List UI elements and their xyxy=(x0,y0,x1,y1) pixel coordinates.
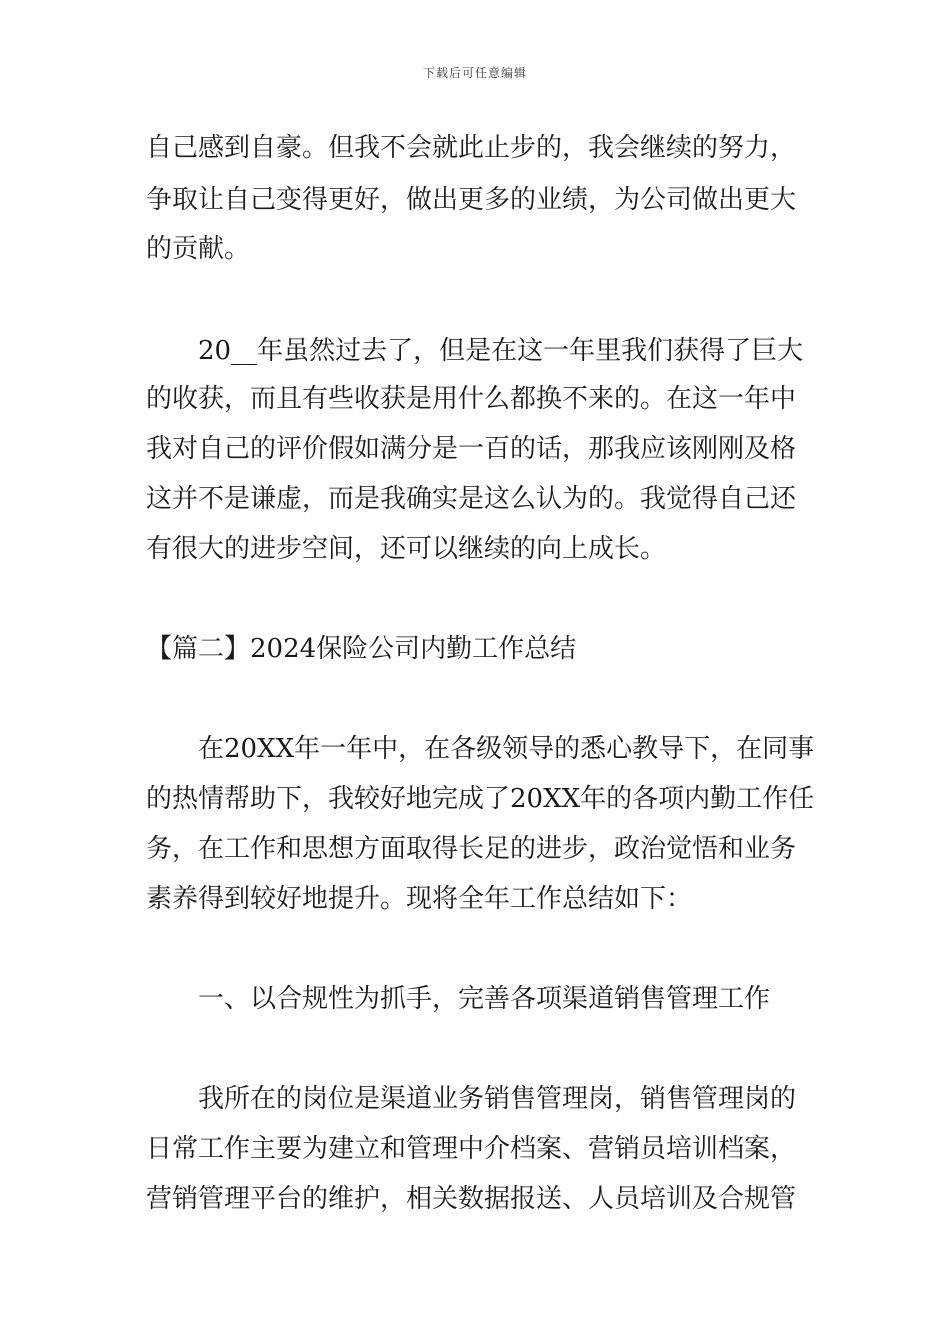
text-line: 务，在工作和思想方面取得长足的进步，政治觉悟和业务 xyxy=(146,834,797,864)
text-line: 在20XX年一年中，在各级领导的悉心教导下，在同事 xyxy=(198,734,815,764)
text-line: 日常工作主要为建立和管理中介档案、营销员培训档案， xyxy=(146,1134,797,1164)
text-line: 我对自己的评价假如满分是一百的话，那我应该刚刚及格 xyxy=(146,434,797,464)
subsection-title: 一、以合规性为抓手，完善各项渠道销售管理工作 xyxy=(198,984,771,1014)
text-line: 有很大的进步空间，还可以继续的向上成长。 xyxy=(146,534,667,564)
text-line: 我所在的岗位是渠道业务销售管理岗，销售管理岗的 xyxy=(198,1084,797,1114)
text-line: 自己感到自豪。但我不会就此止步的，我会继续的努力， xyxy=(146,133,797,163)
section-title: 【篇二】2024保险公司内勤工作总结 xyxy=(146,634,577,664)
text-line: 这并不是谦虚，而是我确实是这么认为的。我觉得自己还 xyxy=(146,484,797,514)
text-line: 的收获，而且有些收获是用什么都换不来的。在这一年中 xyxy=(146,384,797,414)
text-line: 的热情帮助下，我较好地完成了20XX年的各项内勤工作任 xyxy=(146,784,815,814)
page-header: 下载后可任意编辑 xyxy=(422,66,527,80)
text-line: 的贡献。 xyxy=(146,234,251,264)
text-line: 争取让自己变得更好，做出更多的业绩，为公司做出更大 xyxy=(146,185,797,215)
text-line: 营销管理平台的维护，相关数据报送、人员培训及合规管 xyxy=(146,1184,797,1214)
text-line: 素养得到较好地提升。现将全年工作总结如下： xyxy=(146,884,693,914)
text-line: 20__年虽然过去了，但是在这一年里我们获得了巨大 xyxy=(198,336,804,366)
